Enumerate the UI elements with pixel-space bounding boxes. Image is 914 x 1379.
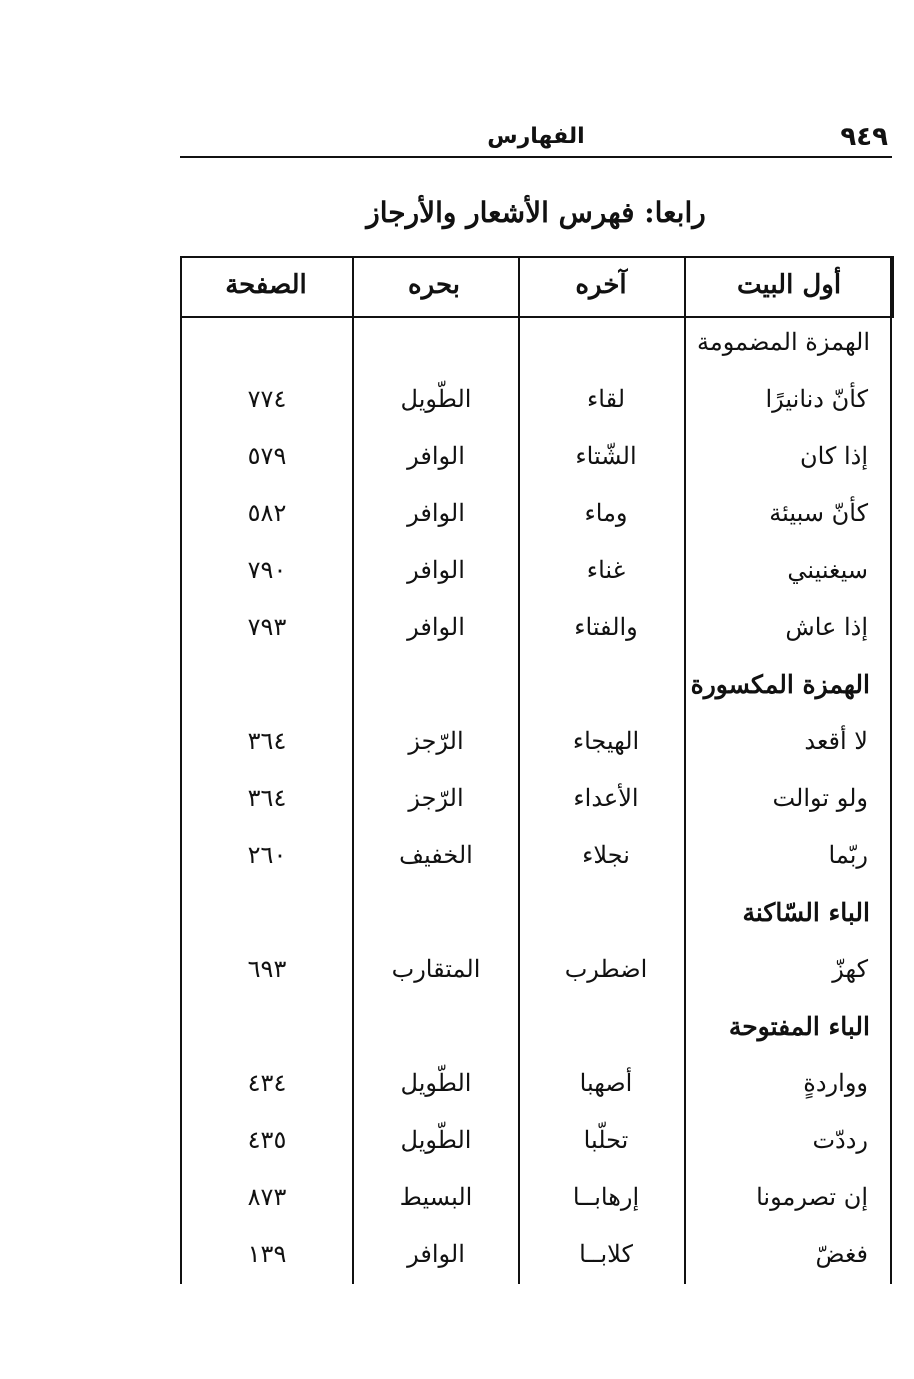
verse-opening: كأنّ سبيئة <box>769 499 868 527</box>
verse-meter: الطّويل <box>400 1069 472 1097</box>
rhyme-section-heading: الهمزة المضمومة <box>696 328 870 356</box>
verse-opening: كهزّ <box>832 955 868 983</box>
table-row <box>180 601 892 658</box>
column-header-page: الصفحة <box>225 270 307 300</box>
page-reference: ٧٩٠ <box>247 556 287 584</box>
verse-meter: الخفيف <box>399 841 473 869</box>
poetry-index-table <box>180 256 892 1284</box>
verse-meter: المتقارب <box>391 955 481 983</box>
page-header <box>180 118 892 158</box>
page-reference: ٣٦٤ <box>247 784 287 812</box>
running-title: الفهارس <box>487 124 585 149</box>
table-row <box>180 772 892 829</box>
verse-ending: وماء <box>584 499 628 527</box>
table-row <box>180 373 892 430</box>
page-reference: ١٣٩ <box>247 1240 287 1268</box>
verse-meter: الرّجز <box>408 727 464 755</box>
verse-ending: والفتاء <box>574 613 638 641</box>
table-row <box>180 829 892 886</box>
verse-meter: الوافر <box>407 1240 465 1268</box>
page-reference: ٥٨٢ <box>247 499 287 527</box>
page-number: ٩٤٩ <box>840 122 888 152</box>
page-reference: ٧٩٣ <box>247 613 287 641</box>
verse-meter: الطّويل <box>400 385 472 413</box>
rhyme-section-heading: الباء السّاكنة <box>742 898 870 927</box>
table-row <box>180 715 892 772</box>
page-reference: ٦٩٣ <box>247 955 287 983</box>
verse-ending: لقاء <box>586 385 626 413</box>
column-header-last-word: آخره <box>575 270 627 300</box>
section-heading-row <box>180 886 892 943</box>
verse-ending: إرهابــا <box>572 1183 640 1211</box>
page-reference: ٨٧٣ <box>247 1183 287 1211</box>
table-row <box>180 544 892 601</box>
verse-meter: الوافر <box>407 499 465 527</box>
verse-ending: غناء <box>586 556 626 584</box>
verse-ending: أصهبا <box>579 1069 633 1097</box>
verse-opening: ربّما <box>828 841 868 869</box>
verse-opening: إذا عاش <box>785 613 868 641</box>
verse-opening: إذا كان <box>799 442 868 470</box>
column-header-first-verse: أول البيت <box>736 270 842 300</box>
rhyme-section-heading: الهمزة المكسورة <box>690 670 870 699</box>
verse-ending: الشّتاء <box>575 442 637 470</box>
verse-opening: وواردةٍ <box>803 1069 868 1097</box>
section-title: رابعا: فهرس الأشعار والأرجاز <box>366 196 706 229</box>
verse-meter: الوافر <box>407 556 465 584</box>
verse-opening: فغضّ <box>815 1240 868 1268</box>
table-row <box>180 1057 892 1114</box>
table-header-row <box>180 256 894 318</box>
table-row <box>180 1228 892 1285</box>
verse-meter: الطّويل <box>400 1126 472 1154</box>
page-reference: ٢٦٠ <box>247 841 287 869</box>
page-reference: ٧٧٤ <box>247 385 287 413</box>
column-header-meter: بحره <box>408 270 460 300</box>
verse-ending: كلابــا <box>579 1240 633 1268</box>
page-reference: ٤٣٤ <box>247 1069 287 1097</box>
verse-opening: كأنّ دنانيرًا <box>765 385 868 413</box>
table-row <box>180 1171 892 1228</box>
verse-ending: الهيجاء <box>572 727 640 755</box>
table-row <box>180 943 892 1000</box>
verse-opening: ولو توالت <box>772 784 868 812</box>
verse-opening: سيغنيني <box>787 556 868 584</box>
page-reference: ٥٧٩ <box>247 442 287 470</box>
verse-opening: رددّت <box>812 1126 868 1154</box>
table-row <box>180 487 892 544</box>
page-reference: ٤٣٥ <box>247 1126 287 1154</box>
verse-opening: لا أقعد <box>804 727 868 755</box>
verse-meter: الوافر <box>407 442 465 470</box>
verse-opening: إن تصرمونا <box>756 1183 868 1211</box>
table-body <box>180 316 892 1285</box>
table-row <box>180 1114 892 1171</box>
page-reference: ٣٦٤ <box>247 727 287 755</box>
verse-ending: اضطرب <box>564 955 648 983</box>
section-heading-row <box>180 1000 892 1057</box>
verse-ending: نجلاء <box>582 841 630 869</box>
verse-ending: تحلّبا <box>583 1126 629 1154</box>
rhyme-section-heading: الباء المفتوحة <box>728 1012 870 1041</box>
table-row <box>180 430 892 487</box>
verse-ending: الأعداء <box>573 784 639 812</box>
section-heading-row <box>180 316 892 373</box>
section-heading-row <box>180 658 892 715</box>
verse-meter: الوافر <box>407 613 465 641</box>
verse-meter: الرّجز <box>408 784 464 812</box>
verse-meter: البسيط <box>399 1183 473 1211</box>
